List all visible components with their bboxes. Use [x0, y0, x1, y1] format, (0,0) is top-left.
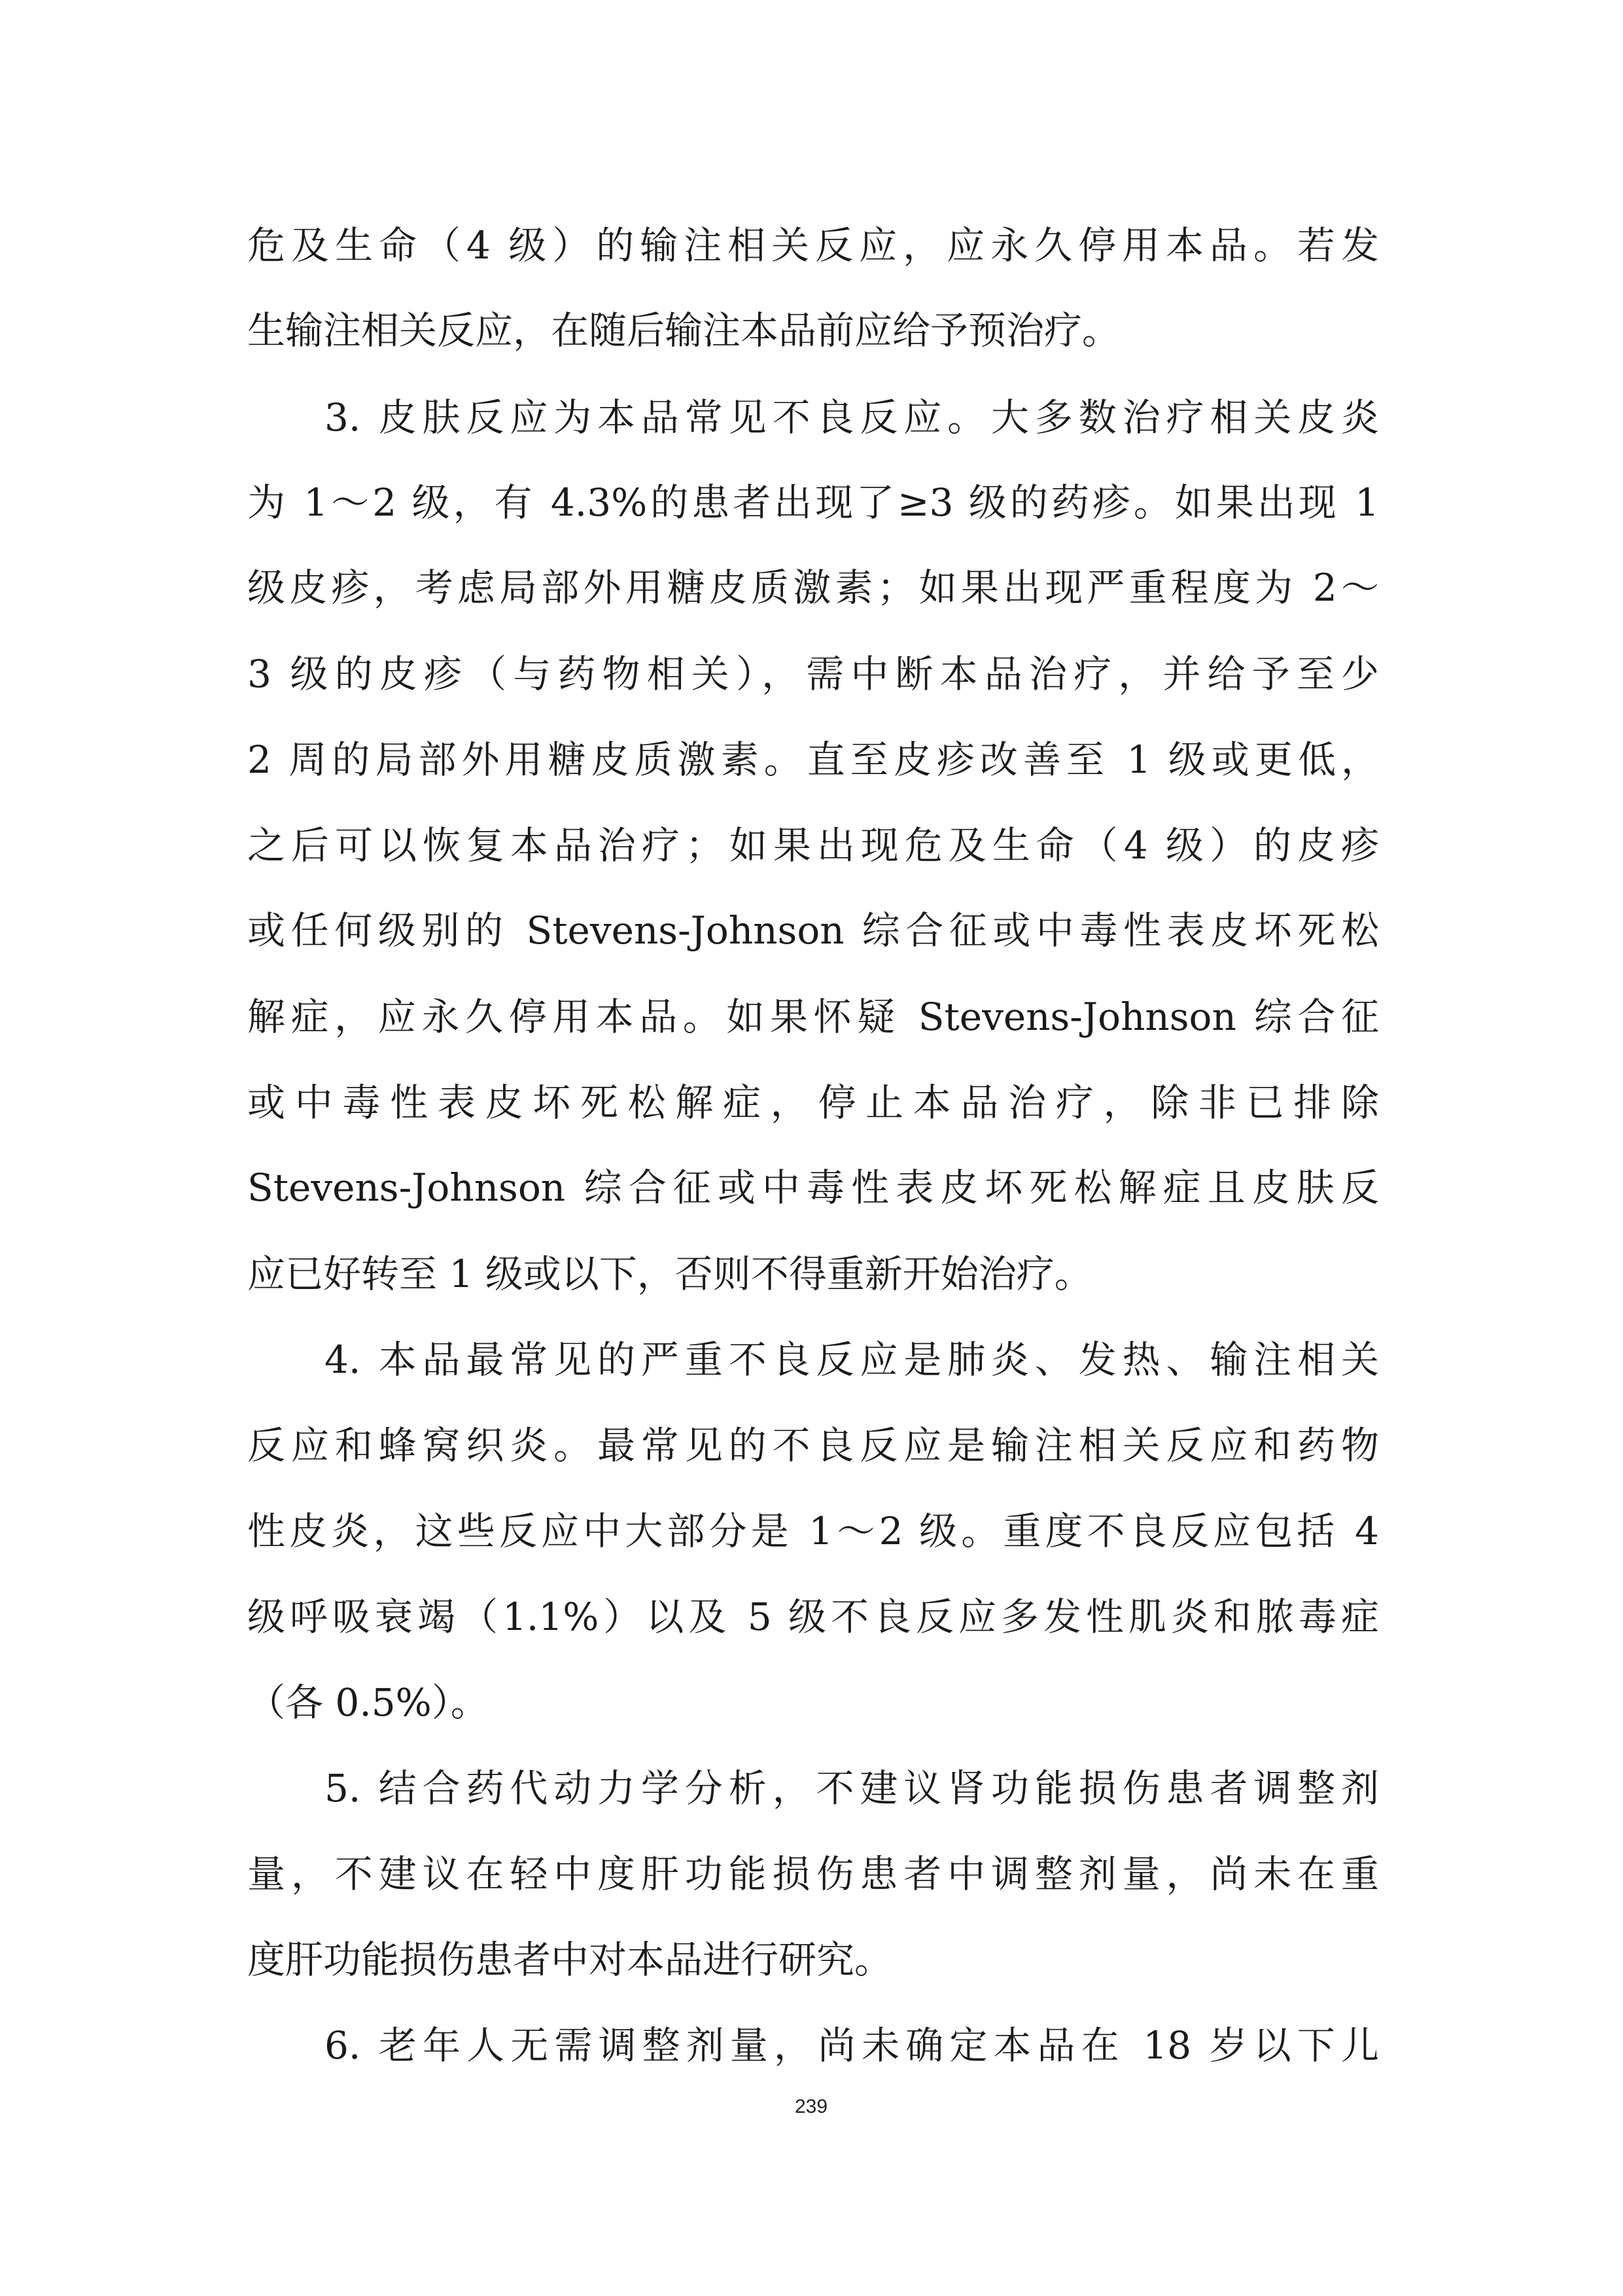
- text-line: 为 1～2 级，有 4.3%的患者出现了≥3 级的药疹。如果出现 1: [247, 480, 1379, 525]
- text-line: Stevens-Johnson 综合征或中毒性表皮坏死松解症且皮肤反: [247, 1165, 1379, 1210]
- text-line: 或任何级别的 Stevens-Johnson 综合征或中毒性表皮坏死松: [247, 908, 1379, 953]
- text-line: 量，不建议在轻中度肝功能损伤患者中调整剂量，尚未在重: [247, 1852, 1379, 1896]
- text-line: 5. 结合药代动力学分析，不建议肾功能损伤患者调整剂: [324, 1766, 1379, 1810]
- text-line: 3. 皮肤反应为本品常见不良反应。大多数治疗相关皮炎: [324, 395, 1379, 440]
- text-line: 度肝功能损伤患者中对本品进行研究。: [247, 1937, 893, 1982]
- text-line: 之后可以恢复本品治疗；如果出现危及生命（4 级）的皮疹: [247, 823, 1379, 868]
- text-line: 2 周的局部外用糖皮质激素。直至皮疹改善至 1 级或更低，: [247, 737, 1379, 782]
- text-line: 4. 本品最常见的严重不良反应是肺炎、发热、输注相关: [324, 1337, 1379, 1382]
- text-line: 级皮疹，考虑局部外用糖皮质激素；如果出现严重程度为 2～: [247, 565, 1379, 610]
- text-line: 3 级的皮疹（与药物相关），需中断本品治疗，并给予至少: [247, 652, 1379, 696]
- text-line: 6. 老年人无需调整剂量，尚未确定本品在 18 岁以下儿: [324, 2023, 1379, 2068]
- text-line: 反应和蜂窝织炎。最常见的不良反应是输注相关反应和药物: [247, 1423, 1379, 1468]
- text-line: （各 0.5%）。: [247, 1680, 489, 1725]
- text-line: 性皮炎，这些反应中大部分是 1～2 级。重度不良反应包括 4: [247, 1509, 1379, 1553]
- page-number: 239: [794, 2096, 828, 2117]
- text-line: 解症，应永久停用本品。如果怀疑 Stevens-Johnson 综合征: [247, 995, 1379, 1039]
- text-line: 应已好转至 1 级或以下，否则不得重新开始治疗。: [247, 1252, 1092, 1296]
- text-line: 级呼吸衰竭（1.1%）以及 5 级不良反应多发性肌炎和脓毒症: [247, 1595, 1379, 1639]
- text-line: 或中毒性表皮坏死松解症，停止本品治疗，除非已排除: [247, 1080, 1379, 1125]
- text-line: 生输注相关反应，在随后输注本品前应给予预治疗。: [247, 308, 1121, 353]
- text-line: 危及生命（4 级）的输注相关反应，应永久停用本品。若发: [247, 223, 1379, 268]
